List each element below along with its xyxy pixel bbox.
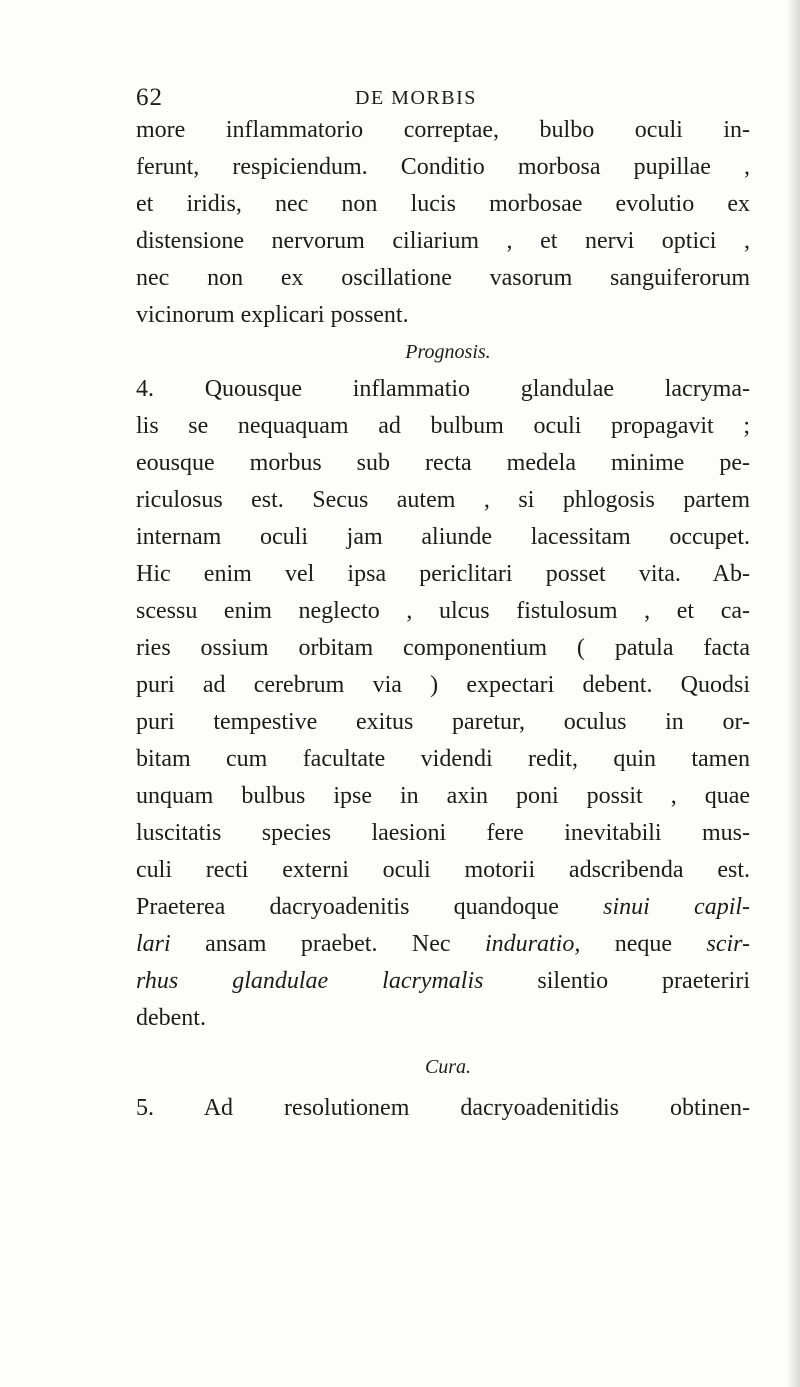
text-line: vicinorum explicari possent. (136, 302, 409, 328)
text-segment: silentio praeteriri (483, 968, 750, 994)
page-number: 62 (136, 84, 163, 111)
text-line: internam oculi jam aliunde lacessitam occupet. (136, 524, 750, 550)
text-segment: Praeterea dacryoadenitis quandoque (136, 894, 559, 920)
page-edge-shadow (786, 0, 800, 1387)
italic-segment: rhus glandulae lacrymalis (136, 968, 484, 994)
text-line: ferunt, respiciendum. Conditio morbosa pupillae , (136, 154, 750, 180)
text-line: riculosus est. Secus autem , si phlogosis partem (136, 487, 750, 513)
text-line: nec non ex oscillatione vasorum sanguiferorum (136, 265, 750, 291)
text-line: distensione nervorum ciliarium , et nervi optici , (136, 228, 750, 254)
text-line-mixed (136, 963, 750, 1000)
text-line: lis se nequaquam ad bulbum oculi propagavit ; (136, 413, 750, 439)
text-line: scessu enim neglecto , ulcus fistulosum , et ca- (136, 598, 750, 624)
text-line: debent. (136, 1005, 206, 1031)
text-line: bitam cum facultate videndi redit, quin tamen (136, 746, 750, 772)
text-line: 5. Ad resolutionem dacryoadenitidis obtinen- (136, 1095, 750, 1121)
text-line: unquam bulbus ipse in axin poni possit , quae (136, 783, 750, 809)
text-line: et iridis, nec non lucis morbosae evolutio ex (136, 191, 750, 217)
text-line: ries ossium orbitam componentium ( patula facta (136, 635, 750, 661)
text-line: puri tempestive exitus paretur, oculus in or- (136, 709, 750, 735)
text-line: eousque morbus sub recta medela minime pe- (136, 450, 750, 476)
section-heading-cura: Cura. (424, 1056, 472, 1078)
running-head-title: DE MORBIS (355, 87, 477, 109)
text-line-mixed (136, 926, 750, 963)
text-line: puri ad cerebrum via ) expectari debent. Quodsi (136, 672, 750, 698)
italic-segment: scir- (706, 931, 750, 957)
italic-segment: induratio, (484, 931, 581, 957)
text-line: Hic enim vel ipsa periclitari posset vita. Ab- (136, 561, 750, 587)
text-line: 4. Quousque inflammatio glandulae lacryma- (136, 376, 750, 402)
italic-segment: sinui capil- (603, 894, 751, 920)
text-line: culi recti externi oculi motorii adscribenda est. (136, 857, 750, 883)
text-line-mixed (136, 889, 750, 926)
text-segment: neque (580, 931, 707, 957)
text-line: luscitatis species laesioni fere inevitabili mus- (136, 820, 750, 846)
text-segment: ansam praebet. Nec (170, 931, 485, 957)
body-text (136, 112, 750, 1127)
italic-segment: lari (136, 931, 171, 957)
section-heading-prognosis: Prognosis. (405, 341, 491, 363)
text-line: more inflammatorio correptae, bulbo oculi in- (136, 117, 750, 143)
